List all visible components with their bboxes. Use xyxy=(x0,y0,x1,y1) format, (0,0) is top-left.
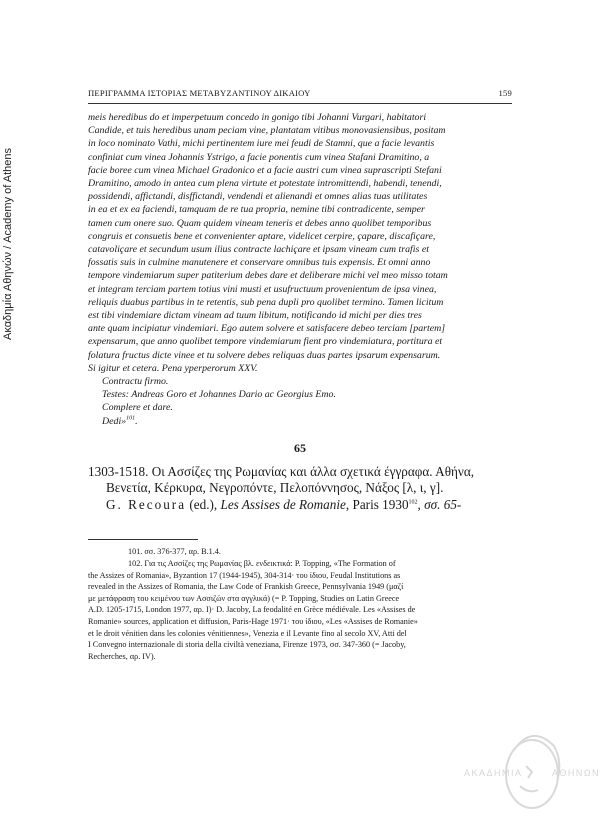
document-page xyxy=(88,88,512,662)
text-line: reliquis duabus partibus in te retentis, sub pena dupli pro quolibet termino. Tamen licitum xyxy=(88,296,444,308)
document-entry xyxy=(88,464,512,514)
footnotes-block xyxy=(88,546,512,662)
running-title: ΠΕΡΙΓΡΑΜΜΑ ΙΣΤΟΡΙΑΣ ΜΕΤΑΒΥΖΑΝΤΙΝΟΥ ΔΙΚΑΙΟΥ xyxy=(88,88,311,98)
text-line: confiniat cum vinea Johannis Ystrigo, a facie ponentis cum vinea Stafani Dramitino, a xyxy=(88,151,430,163)
footnote-102: 102. Για τις Ασσίζες της Ρωμανίας βλ. ενδεικτικά: P. Topping, «The Formation of xyxy=(128,558,396,568)
footnote-line: A.D. 1205-1715, London 1977, αρ. I)· D. Jacoby, La feodalité en Grèce médiévale. Les «Assises de xyxy=(88,605,416,615)
header-rule xyxy=(88,103,512,104)
footnote-line: Recherches, αρ. IV). xyxy=(88,651,156,661)
archive-side-label: Ακαδημία Αθηνών / Academy of Athens xyxy=(2,147,14,340)
text-line: possidendi, affictandi, disffictandi, vendendi et alienandi et omnes alias tuas utilitates xyxy=(88,191,428,203)
text-line: tempore vindemiarum super patiterium debes dare et deliberare michi vel meo misso totam xyxy=(88,270,448,282)
closing-line: Testes: Andreas Goro et Johannes Dario ac Georgius Emo. xyxy=(102,389,336,401)
footnote-line: the Assizes of Romania», Byzantion 17 (1944-1945), 304-314· του ίδιου, Feudal Institutions as xyxy=(88,570,401,580)
text-line: expensarum, que anno quolibet tempore vindemiarum fient pro vindemiatura, portitura et xyxy=(88,336,443,348)
entry-pages: , σσ. 65- xyxy=(417,496,462,512)
text-line: Dramitino, amodo in antea cum plena virtute et potestate intromittendi, habendi, tenendi, xyxy=(88,178,442,190)
entry-line-3 xyxy=(88,497,512,514)
running-header xyxy=(88,88,512,98)
footnote-ref-101[interactable]: 101 xyxy=(126,415,136,422)
footnote-ref-102[interactable]: 102 xyxy=(408,499,418,506)
text-line: et integram terciam partem totius vini musti et usufructuum provenientum de ipsa vinea, xyxy=(88,283,437,295)
text-line: folatura fructus dicte vinee et tu solvere debes reliquas duas partes ipsarum expensarum. xyxy=(88,349,441,361)
entry-line-2: Βενετία, Κέρκυρα, Νεγροπόντε, Πελοπόννησος, Νάξος [λ, ι, γ]. xyxy=(106,480,444,496)
dedi-line xyxy=(88,415,512,428)
footnote-line: Romanie» sources, application et diffusion, Paris-Hage 1971· του ίδιου, «Les «Assises de Romanie» xyxy=(88,616,418,626)
text-line: est tibi vindemiare dictam vineam ad tuum libitum, notificando id michi per dies tres xyxy=(88,310,422,322)
text-line: ante quam incipiatur vindemiari. Ego autem solvere et satisfacere debeo terciam [partem] xyxy=(88,323,446,335)
entry-place-year: , Paris 1930 xyxy=(345,496,409,512)
academy-watermark xyxy=(464,716,600,826)
text-line: fossatis suis in culmine manutenere et conservare omnibus tuis expensis. Et omni anno xyxy=(88,257,431,269)
text-line: catavoliçare et secundum usum ilius contracte lachiçare et ipsam vineam cum trafis et xyxy=(88,244,429,256)
entry-editor-mark: (ed.), xyxy=(186,496,221,512)
text-line: in loco nominato Vathi, michi pertinentem iure mei feudi de Stamni, que a facie levantis xyxy=(88,138,435,150)
latin-text-block xyxy=(88,111,512,428)
dedi-end: . xyxy=(135,415,138,427)
entry-work-title: Les Assises de Romanie xyxy=(220,496,346,512)
entry-author: G. Recoura xyxy=(106,496,187,512)
footnote-line: με μετάφραση του κειμένου των Ασσιζών στα αγγλικά) (= P. Topping, Studies on Latin Greece xyxy=(88,593,400,603)
footnote-101: 101. σσ. 376-377, αρ. B.1.4. xyxy=(128,547,221,557)
document-number: 65 xyxy=(294,440,306,455)
closing-line: Complere et dare. xyxy=(102,402,173,414)
text-line: Candide, et tuis heredibus unam peciam vine, plantatam vitibus monovasiensibus, positam xyxy=(88,125,446,137)
footnote-line: et le droit vénitien dans les colonies vénitiennes», Venezia e il Levante fino al secolo XV, Atti del xyxy=(88,628,407,638)
watermark-text-left: ΑΚΑΔΗΜΙΑ xyxy=(464,768,523,778)
page-number: 159 xyxy=(498,88,512,98)
text-line: congruis et consuetis bene et convenienter aptare, videlicet cerpire, çapare, discafiçare, xyxy=(88,230,436,242)
footnote-line: I Convegno internazionale di storia della civiltà veneziana, Firenze 1973, σσ. 347-360 (= Jacoby, xyxy=(88,640,406,650)
footnote-rule xyxy=(88,539,198,540)
watermark-text-right: ΑΘΗΝΩΝ xyxy=(552,768,600,778)
entry-line-1: 1303-1518. Οι Ασσίζες της Ρωμανίας και άλλα σχετικά έγγραφα. Αθήνα, xyxy=(88,463,475,479)
text-line: meis heredibus do et imperpetuum concedo in gonigo tibi Johanni Vurgari, habitatori xyxy=(88,112,427,123)
text-line: facie boree cum vinea Michael Gradonico et a facie austri cum vinea suprascripti Stefani xyxy=(88,164,442,176)
text-line: Si igitur et cetera. Pena yperperorum XXV. xyxy=(88,362,258,374)
footnote-line: revealed in the Assizes of Romania, the Law Code of Frankish Greece, Pennsylvania 1949 (μαζί xyxy=(88,582,404,592)
closing-line: Contractu firmo. xyxy=(102,376,169,388)
dedi-text: Dedi» xyxy=(102,415,127,427)
text-line: tamen cum onere suo. Quam quidem vineam teneris et debes anno quolibet temporibus xyxy=(88,217,432,229)
text-line: in ea et ex ea faciendi, tamquam de re tua propria, nemine tibi contradicente, semper xyxy=(88,204,425,216)
